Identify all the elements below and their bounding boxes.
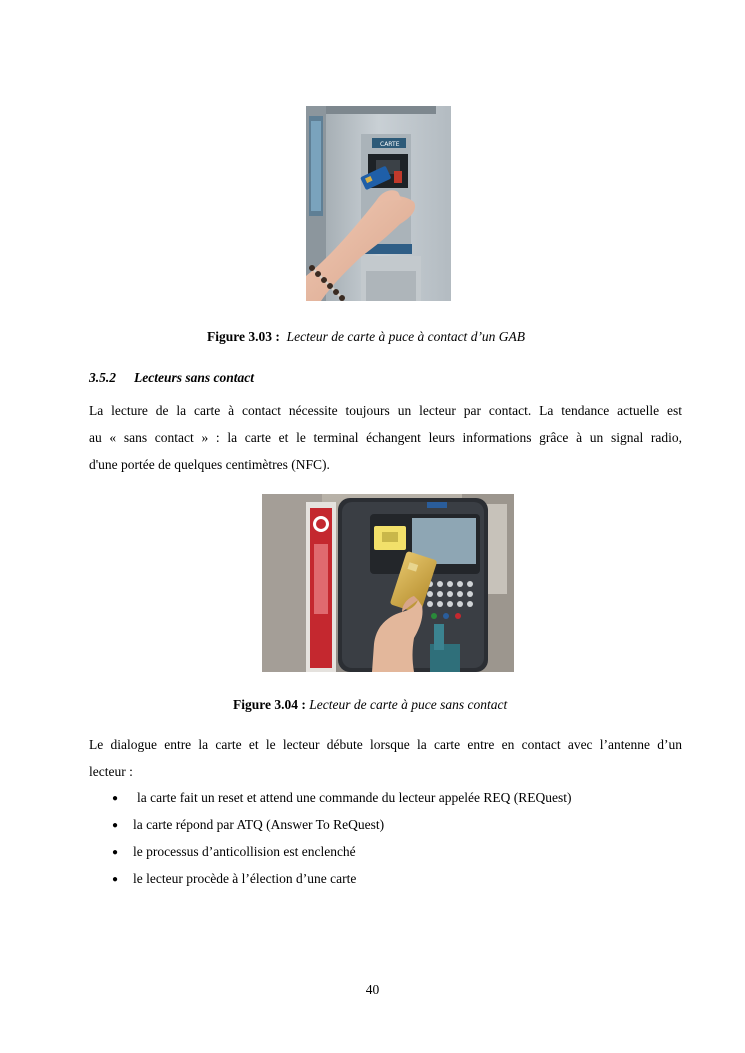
bullet-dot-icon: ● <box>112 874 119 885</box>
figure-3-04-label: Figure 3.04 : <box>233 697 306 712</box>
paragraph-2-line: lecteur : <box>89 764 133 779</box>
bullet-item <box>112 843 356 862</box>
figure-3-03-image <box>306 106 451 301</box>
paragraph-2 <box>89 731 682 785</box>
bullet-dot-icon: ● <box>112 820 119 831</box>
figure-3-03-label: Figure 3.03 : <box>207 329 280 344</box>
bullet-text: le processus d’anticollision est enclenché <box>133 844 356 859</box>
bullet-item <box>112 816 384 835</box>
bullet-item <box>112 870 356 889</box>
bullet-item <box>112 789 571 808</box>
figure-3-04-text: Lecteur de carte à puce sans contact <box>309 697 508 712</box>
figure-3-04-caption <box>233 696 507 714</box>
figure-3-04-image <box>262 494 514 672</box>
paragraph-1-line: d'une portée de quelques centimètres (NFC). <box>89 457 330 472</box>
figure-3-03-caption <box>207 328 525 346</box>
paragraph-1-line: La lecture de la carte à contact nécessite toujours un lecteur par contact. La tendance actuelle est <box>89 403 682 418</box>
bullet-text: la carte répond par ATQ (Answer To ReQuest) <box>133 817 385 832</box>
bullet-dot-icon: ● <box>112 793 119 804</box>
figure-3-03-text: Lecteur de carte à puce à contact d’un GAB <box>286 329 526 344</box>
atm-card-reader-illustration <box>306 106 451 301</box>
section-heading <box>89 370 254 386</box>
contactless-terminal-illustration <box>262 494 514 672</box>
section-number: 3.5.2 <box>89 370 116 385</box>
paragraph-1 <box>89 397 682 478</box>
slot-label: CARTE <box>380 141 400 148</box>
bullet-text: la carte fait un reset et attend une commande du lecteur appelée REQ (REQuest) <box>137 790 572 805</box>
paragraph-1-line: au « sans contact » : la carte et le terminal échangent leurs informations grâce à un signal radio, <box>89 430 682 445</box>
page-number: 40 <box>365 982 380 997</box>
paragraph-2-line: Le dialogue entre la carte et le lecteur débute lorsque la carte entre en contact avec l’antenne d’un <box>89 737 682 752</box>
bullet-dot-icon: ● <box>112 847 119 858</box>
section-title: Lecteurs sans contact <box>134 370 254 385</box>
bullet-text: le lecteur procède à l’élection d’une carte <box>133 871 357 886</box>
